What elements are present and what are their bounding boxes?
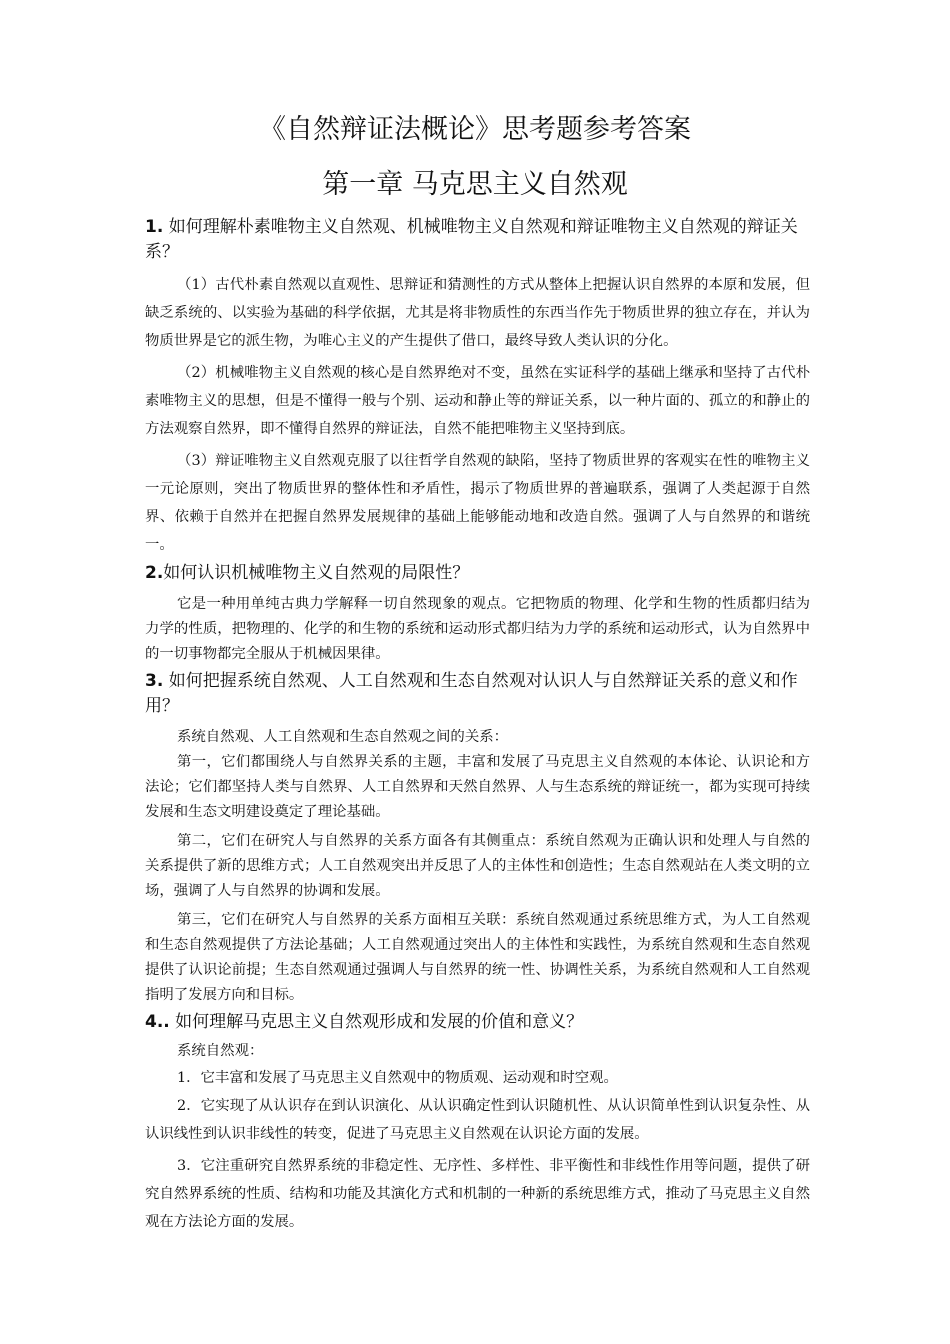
question-2: [145, 561, 810, 586]
question-number: 1.: [145, 217, 164, 237]
section-2: [145, 561, 810, 667]
question-number: 4..: [145, 1012, 170, 1032]
answer-paragraph: 2．它实现了从认识存在到认识演化、从认识确定性到认识随机性、从认识简单性到认识复杂性、从认识线性到认识非线性的转变，促进了马克思主义自然观在认识论方面的发展。: [145, 1098, 810, 1142]
question-3: [145, 669, 810, 719]
question-4: [145, 1010, 810, 1035]
document-title: 《自然辩证法概论》思考题参考答案: [259, 114, 691, 145]
answer-paragraph: 3．它注重研究自然界系统的非稳定性、无序性、多样性、非平衡性和非线性作用等问题，提供了研究自然界系统的性质、结构和功能及其演化方式和机制的一种新的系统思维方式，推动了马克思主义自然观在方法论方面的发展。: [145, 1158, 810, 1230]
section-4: [145, 1010, 810, 1236]
answer-paragraph: 系统自然观：: [177, 1043, 264, 1059]
answer-paragraph: 系统自然观、人工自然观和生态自然观之间的关系：: [177, 729, 508, 745]
question-text: 如何认识机械唯物主义自然观的局限性？: [163, 563, 470, 583]
answer-paragraph: 它是一种用单纯古典力学解释一切自然现象的观点。它把物质的物理、化学和生物的性质都归结为力学的性质，把物理的、化学的和生物的系统和运动形式都归结为力学的系统和运动形式，认为自然界中的一切事物都完全服从于机械因果律。: [145, 596, 810, 662]
question-1: [145, 215, 810, 265]
answer-paragraph: （3）辩证唯物主义自然观克服了以往哲学自然观的缺陷，坚持了物质世界的客观实在性的唯物主义一元论原则，突出了物质世界的整体性和矛盾性，揭示了物质世界的普遍联系，强调了人类起源于自然界、依赖于自然并在把握自然界发展规律的基础上能够能动地和改造自然。强调了人与自然界的和谐统一。: [145, 453, 810, 553]
answer-paragraph: （1）古代朴素自然观以直观性、思辩证和猜测性的方式从整体上把握认识自然界的本原和发展，但缺乏系统的、以实验为基础的科学依据，尤其是将非物质性的东西当作先于物质世界的独立存在，并认为物质世界是它的派生物，为唯心主义的产生提供了借口，最终导致人类认识的分化。: [145, 277, 810, 349]
answer-paragraph: 第一，它们都围绕人与自然界关系的主题，丰富和发展了马克思主义自然观的本体论、认识论和方法论；它们都坚持人类与自然界、人工自然界和天然自然界、人与生态系统的辩证统一，都为实现可持续发展和生态文明建设奠定了理论基础。: [145, 754, 810, 820]
answer-paragraph: （2）机械唯物主义自然观的核心是自然界绝对不变，虽然在实证科学的基础上继承和坚持了古代朴素唯物主义的思想，但是不懂得一般与个别、运动和静止等的辩证关系，以一种片面的、孤立的和静止的方法观察自然界，即不懂得自然界的辩证法，自然不能把唯物主义坚持到底。: [145, 365, 810, 437]
question-text: 如何理解朴素唯物主义自然观、机械唯物主义自然观和辩证唯物主义自然观的辩证关系？: [145, 217, 798, 262]
answer-paragraph: 1．它丰富和发展了马克思主义自然观中的物质观、运动观和时空观。: [177, 1070, 618, 1086]
question-text: 如何理解马克思主义自然观形成和发展的价值和意义？: [175, 1012, 584, 1032]
answer-paragraph: 第三，它们在研究人与自然界的关系方面相互关联：系统自然观通过系统思维方式，为人工自然观和生态自然观提供了方法论基础；人工自然观通过突出人的主体性和实践性，为系统自然观和生态自然观提供了认识论前提；生态自然观通过强调人与自然界的统一性、协调性关系，为系统自然观和人工自然观指明了发展方向和目标。: [145, 912, 810, 1003]
section-3: [145, 669, 810, 1008]
chapter-title: 第一章 马克思主义自然观: [322, 169, 628, 200]
question-text: 如何把握系统自然观、人工自然观和生态自然观对认识人与自然辩证关系的意义和作用？: [145, 671, 798, 716]
document-body: [145, 215, 810, 1236]
question-number: 2.: [145, 563, 164, 583]
question-number: 3.: [145, 671, 164, 691]
answer-paragraph: 第二，它们在研究人与自然界的关系方面各有其侧重点：系统自然观为正确认识和处理人与自然的关系提供了新的思维方式；人工自然观突出并反思了人的主体性和创造性；生态自然观站在人类文明的立场，强调了人与自然界的协调和发展。: [145, 833, 810, 899]
section-1: [145, 215, 810, 559]
